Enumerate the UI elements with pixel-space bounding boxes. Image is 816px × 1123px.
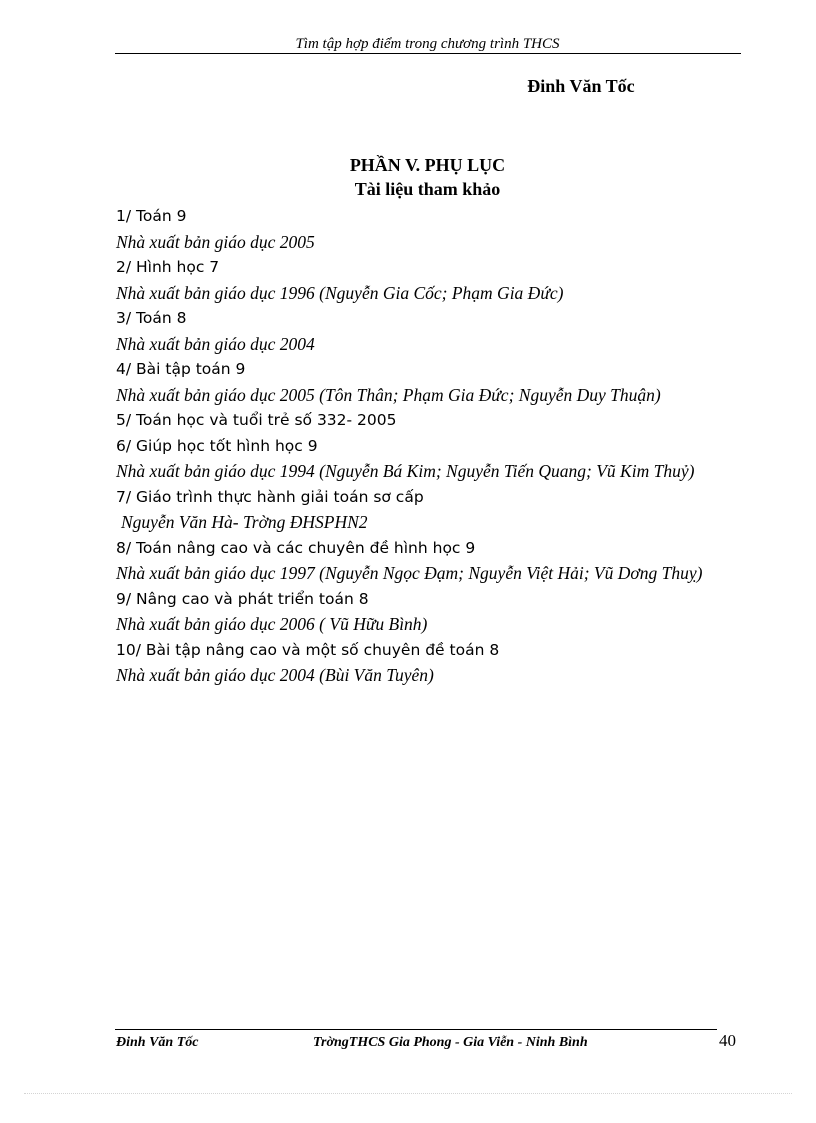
reference-title: 6/ Giúp học tốt hình học 9 [116,436,318,455]
reference-publisher: Nhà xuất bản giáo dục 2004 (Bùi Văn Tuyên) [116,665,434,685]
reference-publisher: Nhà xuất bản giáo dục 2005 [116,231,315,252]
footer-author: Đinh Văn Tốc [116,1035,199,1050]
reference-item [116,434,728,485]
reference-title: 3/ Toán 8 [116,309,187,327]
page-number: 40 [719,1031,736,1050]
reference-item [116,255,728,306]
reference-title: 2/ Hình học 7 [116,258,220,276]
reference-publisher: Nguyễn Văn Hà- Trờng ĐHSPHN2 [121,512,368,532]
reference-publisher: Nhà xuất bản giáo dục 2004 [116,333,315,354]
reference-publisher: Nhà xuất bản giáo dục 2006 ( Vũ Hữu Bình) [116,614,428,634]
reference-title: 9/ Nâng cao và phát triển toán 8 [116,589,369,608]
section-title: PHẦN V. PHỤ LỤC [349,155,506,175]
reference-item [116,638,728,689]
reference-title: 10/ Bài tập nâng cao và một số chuyên đề toán 8 [116,640,500,659]
reference-title: 1/ Toán 9 [116,207,187,225]
reference-list [116,204,728,689]
reference-title: 4/ Bài tập toán 9 [116,360,246,378]
reference-item [116,485,728,536]
reference-publisher: Nhà xuất bản giáo dục 1996 (Nguyễn Gia Cốc; Phạm Gia Đức) [116,282,564,303]
reference-item [116,536,728,587]
reference-item [116,587,728,638]
reference-item [116,357,728,408]
running-header: Tìm tập hợp điểm trong chương trình THCS [295,36,560,52]
section-subtitle: Tài liệu tham khảo [354,179,501,199]
reference-item [116,204,728,255]
reference-title: 8/ Toán nâng cao và các chuyên đề hình học 9 [116,538,476,557]
author-name: Đinh Văn Tốc [527,76,635,96]
footer-rule [115,1029,717,1030]
reference-publisher: Nhà xuất bản giáo dục 2005 (Tôn Thân; Phạm Gia Đức; Nguyễn Duy Thuận) [116,384,661,405]
header-rule [115,53,741,54]
reference-item [116,408,728,434]
reference-item [116,306,728,357]
page-bottom-edge [24,1093,792,1094]
footer-school: TrờngTHCS Gia Phong - Gia Viễn - Ninh Bình [313,1035,588,1050]
reference-title: 7/ Giáo trình thực hành giải toán sơ cấp [116,487,424,506]
reference-title: 5/ Toán học và tuổi trẻ số 332- 2005 [116,411,397,429]
reference-publisher: Nhà xuất bản giáo dục 1994 (Nguyễn Bá Kim; Nguyễn Tiến Quang; Vũ Kim Thuỷ) [116,461,695,481]
reference-publisher: Nhà xuất bản giáo dục 1997 (Nguyễn Ngọc Đạm; Nguyễn Việt Hải; Vũ Dơng Thuỵ) [116,563,703,583]
